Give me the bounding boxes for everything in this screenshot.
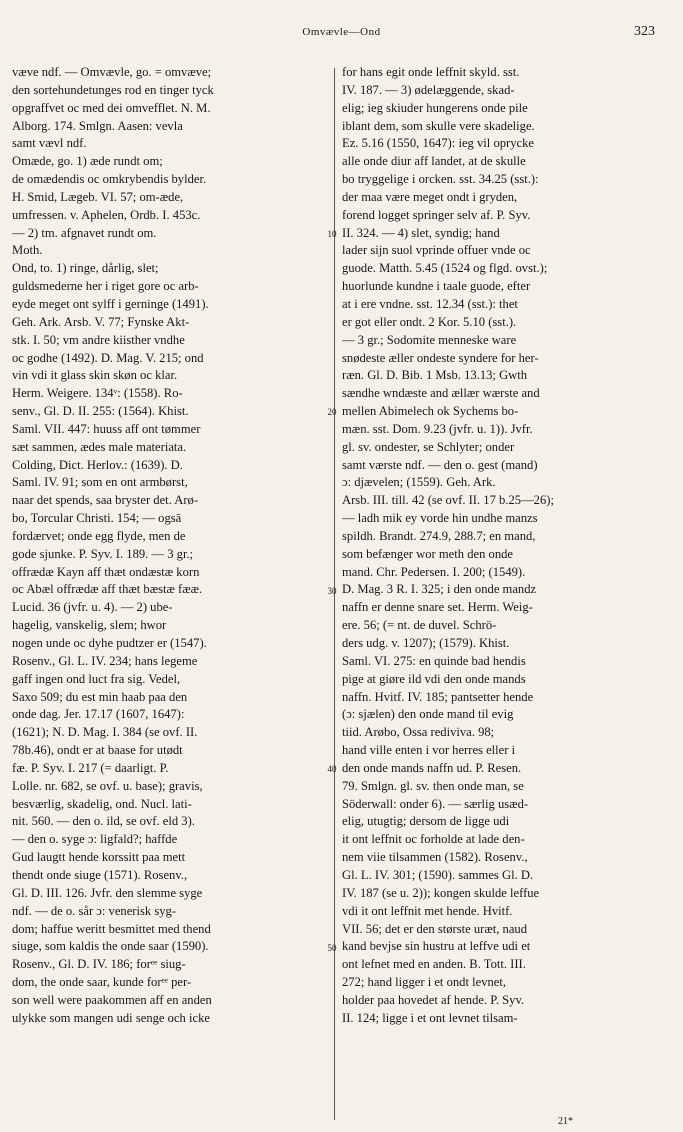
- line-number: 10: [327, 228, 337, 239]
- text-line: (1621); N. D. Mag. I. 384 (se ovf. II.: [12, 725, 198, 740]
- text-line: guldsmederne her i riget gore oc arb-: [12, 279, 199, 294]
- text-line: holder paa hovedet af hende. P. Syv.: [342, 992, 525, 1007]
- line-number: 30: [327, 585, 337, 596]
- text-line: elig, utugtig; dersom de ligge udi: [342, 814, 510, 829]
- text-line: — den o. syge ɔ: ligfald?; haffde: [12, 832, 178, 847]
- text-line: de omædendis oc omkrybendis bylder.: [12, 172, 207, 187]
- text-line: gl. sv. ondester, se Schlyter; onder: [342, 439, 515, 454]
- text-line: onde dag. Jer. 17.17 (1607, 1647):: [12, 707, 185, 722]
- text-line: lader sijn suol vprinde offuer vnde oc: [342, 243, 531, 258]
- text-line: dom, the onde saar, kunde forᵉᵉ per-: [12, 975, 192, 990]
- text-line: samt værste ndf. — den o. gest (mand): [342, 457, 538, 472]
- text-line: H. Smid, Lægeb. VI. 57; om-æde,: [12, 189, 184, 204]
- text-line: Saml. VI. 275: en quinde bad hendis: [342, 653, 526, 668]
- text-line: Colding, Dict. Herlov.: (1639). D.: [12, 457, 183, 472]
- text-line: elig; ieg skiuder hungerens onde pile: [342, 100, 528, 115]
- text-line: Ez. 5.16 (1550, 1647): ieg vil oprycke: [342, 136, 535, 151]
- text-line: vdi it ont leffnit met hende. Hvitf.: [342, 903, 513, 918]
- text-line: naffn. Hvitf. IV. 185; pantsetter hende: [342, 689, 534, 704]
- text-line: som befænger wor meth den onde: [342, 546, 514, 561]
- text-line: it ont leffnit oc forholde at lade den-: [342, 832, 525, 847]
- text-line: mellen Abimelech ok Sychems bo-: [342, 404, 519, 419]
- text-line: stk. I. 50; vm andre kiisther vndhe: [12, 332, 185, 347]
- text-line: ders udg. v. 1207); (1579). Khist.: [342, 636, 510, 650]
- text-line: er got eller ondt. 2 Kor. 5.10 (sst.).: [342, 314, 517, 329]
- text-line: hand ville enten i vor herres eller i: [342, 743, 516, 758]
- text-line: VII. 56; det er den største uræt, naud: [342, 921, 528, 936]
- text-line: thendt onde siuge (1571). Rosenv.,: [12, 867, 188, 882]
- text-line: eyde meget ont sylff i gerninge (1491).: [12, 296, 209, 311]
- text-line: Söderwall: onder 6). — særlig usæd-: [342, 796, 529, 811]
- text-line: for hans egit onde leffnit skyld. sst.: [342, 65, 520, 79]
- page-header: [0, 24, 683, 44]
- text-line: hagelig, vanskelig, slem; hwor: [12, 618, 167, 633]
- text-line: besværlig, skadelig, ond. Nucl. lati-: [12, 796, 192, 811]
- text-line: Gl. D. III. 126. Jvfr. den slemme syge: [12, 885, 203, 900]
- text-line: kand bevjse sin hustru at leffve udi et: [342, 939, 531, 954]
- text-line: Saml. IV. 91; som en ont armbørst,: [12, 475, 188, 490]
- text-line: — ladh mik ey vorde hin undhe manzs: [342, 511, 538, 526]
- text-line: naar det spends, saa bryster det. Arø-: [12, 493, 199, 508]
- text-line: siuge, som kaldis the onde saar (1590).: [12, 939, 209, 954]
- text-line: 79. Smlgn. gl. sv. then onde man, se: [342, 778, 524, 793]
- text-line: spildh. Brandt. 274.9, 288.7; en mand,: [342, 528, 536, 543]
- text-line: iblant dem, som skulle vere skadelige.: [342, 118, 535, 133]
- text-line: den onde mands naffn ud. P. Resen.: [342, 760, 522, 775]
- text-line: mand. Chr. Pedersen. I. 200; (1549).: [342, 564, 526, 579]
- text-line: Arsb. III. till. 42 (se ovf. II. 17 b.25—26);: [342, 493, 554, 508]
- text-line: ræn. Gl. D. Bib. 1 Msb. 13.13; Gwth: [342, 368, 528, 383]
- line-number: 40: [327, 764, 337, 775]
- text-line: bo tryggelige i orcken. sst. 34.25 (sst.):: [342, 172, 539, 187]
- text-line: Rosenv., Gl. D. IV. 186; forᵉᵉ siug-: [12, 957, 186, 972]
- text-line: gaff ingen ond luct fra sig. Vedel,: [12, 671, 181, 686]
- text-line: Alborg. 174. Smlgn. Aasen: vevla: [12, 118, 183, 133]
- text-line: ere. 56; (= nt. de duvel. Schrö-: [342, 618, 497, 633]
- text-line: Rosenv., Gl. L. IV. 234; hans legeme: [12, 653, 198, 668]
- text-line: huorlunde kundne i taale guode, efter: [342, 279, 531, 294]
- text-line: Lolle. nr. 682, se ovf. u. base); gravis,: [12, 778, 203, 793]
- text-line: D. Mag. 3 R. I. 325; i den onde mandz: [342, 582, 537, 597]
- left-column: [12, 64, 332, 1028]
- text-line: Geh. Ark. Arsb. V. 77; Fynske Akt-: [12, 314, 190, 329]
- text-line: nogen unde oc dyhe pudtzer er (1547).: [12, 636, 207, 650]
- text-line: vin vdi it glass skin skøn oc klar.: [12, 368, 178, 383]
- signature-mark: 21*: [558, 1116, 573, 1127]
- line-number: 20: [327, 407, 337, 418]
- text-line: mæn. sst. Dom. 9.23 (jvfr. u. 1)). Jvfr.: [342, 421, 533, 436]
- text-line: ndf. — de o. sår ɔ: venerisk syg-: [12, 903, 177, 918]
- text-line: fæ. P. Syv. I. 217 (= daarligt. P.: [12, 760, 169, 775]
- page-number: 323: [634, 24, 655, 39]
- text-line: Lucid. 36 (jvfr. u. 4). — 2) ube-: [12, 600, 173, 615]
- text-line: 78b.46), ondt er at baase for utødt: [12, 743, 183, 758]
- text-line: — 3 gr.; Sodomite menneske ware: [342, 332, 517, 347]
- text-line: ont lefnet med en anden. B. Tott. III.: [342, 957, 526, 972]
- text-line: oc godhe (1492). D. Mag. V. 215; ond: [12, 350, 204, 365]
- text-line: dom; haffue weritt besmittet med thend: [12, 921, 211, 936]
- text-line: 272; hand ligger i et ondt levnet,: [342, 975, 507, 990]
- text-line: nem viie tilsammen (1582). Rosenv.,: [342, 850, 528, 865]
- text-line: II. 124; ligge i et ont levnet tilsam-: [342, 1010, 518, 1025]
- text-line: fordærvet; onde egg flyde, men de: [12, 528, 186, 543]
- text-line: samt vævl ndf.: [12, 136, 87, 151]
- text-line: snødeste æller ondeste syndere for her-: [342, 350, 539, 365]
- text-line: den sortehundetunges rod en tinger tyck: [12, 82, 214, 97]
- text-line: son well were paakommen aff en anden: [12, 992, 212, 1007]
- text-line: Gud laugtt hende korssitt paa mett: [12, 850, 186, 865]
- text-line: der maa være meget ondt i gryden,: [342, 189, 518, 204]
- text-line: pige at giøre ild vdi den onde mands: [342, 671, 526, 686]
- text-line: IV. 187 (se u. 2)); kongen skulde leffue: [342, 885, 540, 900]
- text-line: Saxo 509; du est min haab paa den: [12, 689, 188, 704]
- text-line: alle onde diur aff landet, at de skulle: [342, 154, 526, 169]
- text-line: væve ndf. — Omvævle, go. = omvæve;: [12, 65, 212, 79]
- text-line: forend logget springer selv af. P. Syv.: [342, 207, 531, 222]
- text-line: at i ere vndne. sst. 12.34 (sst.): thet: [342, 296, 518, 311]
- text-line: nit. 560. — den o. ild, se ovf. eld 3).: [12, 814, 195, 829]
- text-line: tiid. Arøbo, Ossa rediviva. 98;: [342, 725, 495, 740]
- text-line: Saml. VII. 447: huuss aff ont tømmer: [12, 421, 201, 436]
- text-line: IV. 187. — 3) ødelæggende, skad-: [342, 82, 515, 97]
- text-line: (ɔ: sjælen) den onde mand til evig: [342, 707, 514, 722]
- text-line: umfressen. v. Aphelen, Ordb. I. 453c.: [12, 207, 201, 222]
- running-head: Omvævle—Ond: [302, 26, 381, 38]
- right-column: [342, 64, 664, 1028]
- text-line: II. 324. — 4) slet, syndig; hand: [342, 225, 500, 240]
- text-line: sændhe wndæste and ællær wærste and: [342, 386, 540, 401]
- text-line: naffn er denne snare set. Herm. Weig-: [342, 600, 533, 615]
- text-line: bo, Torcular Christi. 154; — ogsā: [12, 511, 182, 526]
- text-line: senv., Gl. D. II. 255: (1564). Khist.: [12, 404, 189, 419]
- text-line: gode sjunke. P. Syv. I. 189. — 3 gr.;: [12, 546, 194, 561]
- text-line: sæt sammen, ædes male materiata.: [12, 439, 187, 454]
- text-line: ɔ: djævelen; (1559). Geh. Ark.: [342, 475, 496, 490]
- text-line: offrædæ Kayn aff thæt ondæstæ korn: [12, 564, 200, 579]
- text-line: Omæde, go. 1) æde rundt om;: [12, 154, 163, 169]
- text-line: guode. Matth. 5.45 (1524 og flgd. ovst.);: [342, 261, 548, 276]
- text-line: ulykke som mangen udi senge och icke: [12, 1010, 210, 1025]
- text-line: Herm. Weigere. 134ᵛ: (1558). Ro-: [12, 386, 183, 401]
- text-line: Gl. L. IV. 301; (1590). sammes Gl. D.: [342, 867, 534, 882]
- text-line: Ond, to. 1) ringe, dårlig, slet;: [12, 261, 159, 276]
- text-line: — 2) tm. afgnavet rundt om.: [12, 225, 157, 240]
- text-line: oc Abæl offrædæ aff thæt bæstæ fææ.: [12, 582, 203, 597]
- line-number: 50: [327, 942, 337, 953]
- text-line: Moth.: [12, 243, 43, 258]
- text-line: opgraffvet oc med dei omvefflet. N. M.: [12, 100, 211, 115]
